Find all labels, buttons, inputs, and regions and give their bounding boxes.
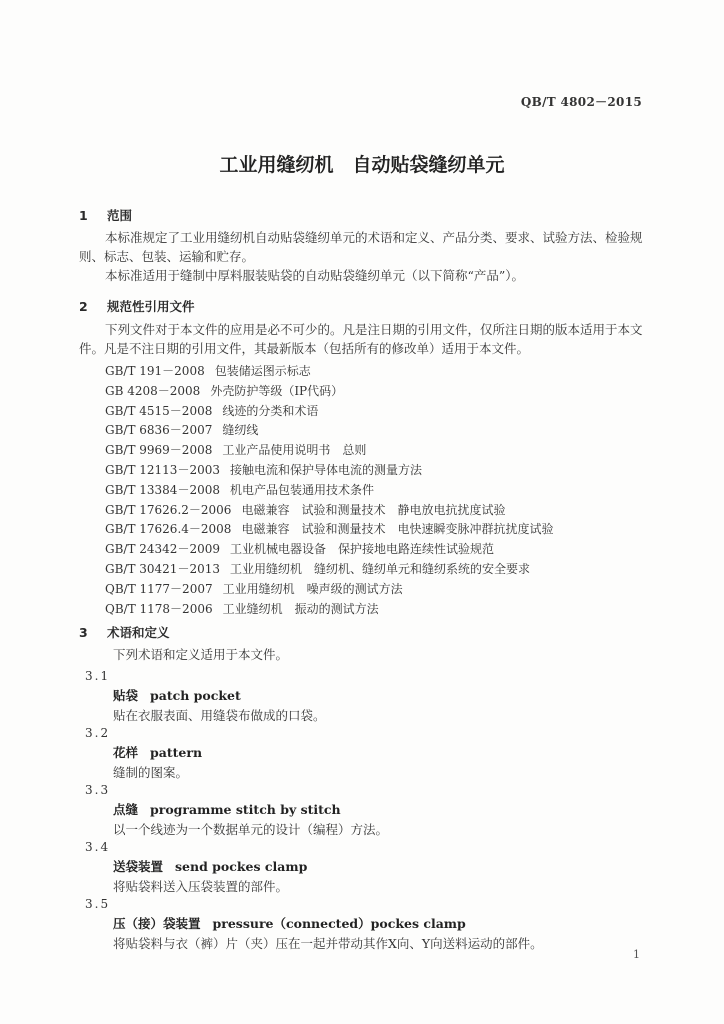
section-number: 2 [79,299,88,314]
term-en: patch pocket [150,688,241,703]
reference-code: GB/T 17626.4－2008 [105,522,232,537]
term-name [113,800,341,818]
reference-code: GB/T 13384－2008 [105,482,220,497]
reference-title: 电磁兼容 试验和测量技术 静电放电抗扰度试验 [241,502,506,517]
document-title: 工业用缝纫机 自动贴袋缝纫单元 [219,154,505,176]
term-definition: 贴在衣服表面、用缝袋布做成的口袋。 [113,708,326,723]
reference-title: 机电产品包装通用技术条件 [229,482,374,497]
reference-code: GB/T 4515－2008 [105,403,213,418]
term-definition: 以一个线迹为一个数据单元的设计（编程）方法。 [113,822,389,837]
reference-title: 电磁兼容 试验和测量技术 电快速瞬变脉冲群抗扰度试验 [241,522,554,537]
term-definition: 将贴袋料与衣（裤）片（夹）压在一起并带动其作X向、Y向送料运动的部件。 [113,936,543,951]
reference-code: GB/T 30421－2013 [105,561,220,576]
reference-code: QB/T 1178－2006 [105,601,213,616]
reference-title: 工业机械电器设备 保护接地电路连续性试验规范 [229,542,494,557]
reference-title: 接触电流和保护导体电流的测量方法 [229,462,422,477]
section-number: 1 [79,208,88,223]
reference-item [105,520,553,540]
reference-code: QB/T 1177－2007 [105,581,213,596]
term-cn: 压（接）袋装置 [113,916,201,931]
reference-item [105,421,553,441]
term-en: pattern [150,745,203,760]
term-cn: 贴袋 [113,688,139,703]
term-en: programme stitch by stitch [150,802,341,817]
section-title: 规范性引用文件 [107,299,195,314]
term-name [113,686,241,704]
term-number: 3.2 [85,726,111,740]
reference-item [105,441,553,461]
reference-item [105,560,553,580]
reference-code: GB 4208－2008 [105,383,201,398]
term-name [113,857,307,875]
reference-title: 工业产品使用说明书 总则 [222,443,367,458]
section-1-paragraph-1: 本标准规定了工业用缝纫机自动贴袋缝纫单元的术语和定义、产品分类、要求、试验方法、检验规则、标志、包装、运输和贮存。 [79,230,643,264]
reference-title: 工业缝纫机 振动的测试方法 [222,601,379,616]
reference-title: 外壳防护等级（IP代码） [210,383,344,398]
reference-item [105,501,553,521]
page-number: 1 [633,948,640,961]
reference-code: GB/T 191－2008 [105,364,205,378]
section-2-intro: 下列文件对于本文件的应用是必不可少的。凡是注日期的引用文件，仅所注日期的版本适用于本文件。凡是不注日期的引用文件，其最新版本（包括所有的修改单）适用于本文件。 [79,322,643,356]
section-3-intro: 下列术语和定义适用于本文件。 [113,647,289,662]
term-name [113,743,202,761]
reference-item [105,600,553,620]
reference-item [105,540,553,560]
reference-item [105,362,553,382]
term-cn: 花样 [113,745,139,760]
reference-item [105,580,553,600]
term-name [113,914,466,932]
section-3-heading [79,623,170,641]
reference-title: 缝纫线 [222,423,259,438]
reference-item [105,402,553,422]
section-title: 范围 [107,208,133,223]
section-title: 术语和定义 [107,625,170,640]
term-en: send pockes clamp [175,859,308,874]
section-2-heading [79,297,195,315]
term-definition: 缝制的图案。 [113,765,189,780]
reference-title: 线迹的分类和术语 [222,403,319,418]
term-number: 3.4 [85,840,111,854]
reference-code: GB/T 17626.2－2006 [105,502,232,517]
term-definition: 将贴袋料送入压袋装置的部件。 [113,879,289,894]
reference-code: GB/T 12113－2003 [105,462,220,477]
reference-code: GB/T 9969－2008 [105,443,213,458]
standard-code: QB/T 4802－2015 [520,95,642,109]
reference-title: 工业用缝纫机 噪声级的测试方法 [222,581,403,596]
reference-item [105,481,553,501]
reference-title: 工业用缝纫机 缝纫机、缝纫单元和缝纫系统的安全要求 [229,561,530,576]
normative-references-list [105,362,553,619]
term-number: 3.1 [85,669,111,683]
term-number: 3.3 [85,783,111,797]
section-number: 3 [79,625,88,640]
term-cn: 送袋装置 [113,859,164,874]
section-1-heading [79,206,132,224]
reference-code: GB/T 6836－2007 [105,423,213,438]
term-number: 3.5 [85,897,111,911]
term-en: pressure（connected）pockes clamp [212,916,466,931]
reference-code: GB/T 24342－2009 [105,542,220,557]
reference-item [105,382,553,402]
reference-item [105,461,553,481]
section-1-paragraph-2: 本标准适用于缝制中厚料服装贴袋的自动贴袋缝纫单元（以下简称“产品”）。 [105,268,525,283]
reference-title: 包装储运图示标志 [214,364,311,378]
term-cn: 点缝 [113,802,139,817]
